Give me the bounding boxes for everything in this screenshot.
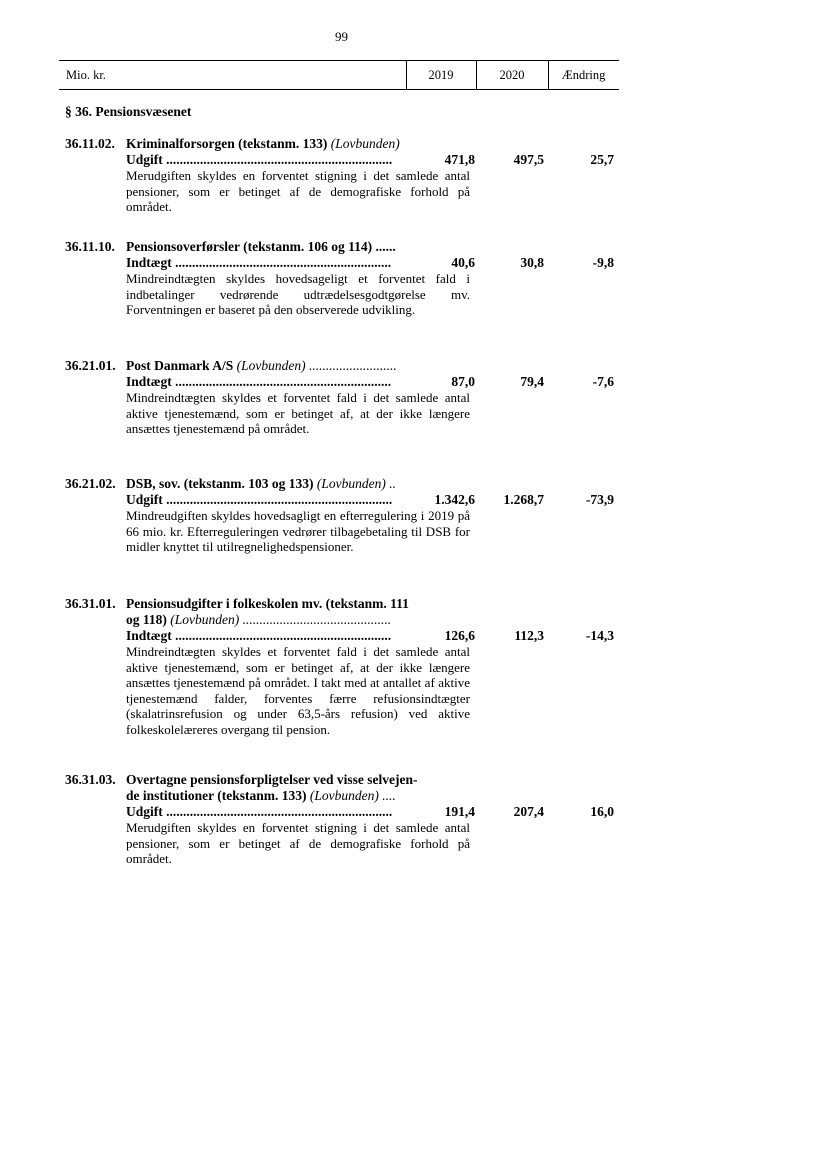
- entry-kind: Indtægt ................................................................: [126, 374, 392, 389]
- entry-title: [126, 358, 470, 374]
- entry-description: Mindreudgiften skyldes hovedsagligt en efterregulering i 2019 på 66 mio. kr. Efterreguleringen vedrører tilbagebetaling til DSB for midler knyttet til utilregnelighedspensioner.: [126, 508, 470, 555]
- entry-title-continued: [126, 788, 470, 804]
- unit-label: Mio. kr.: [66, 68, 106, 82]
- entry-title-text: Kriminalforsorgen (tekstanm. 133): [126, 136, 331, 151]
- value-2020: 30,8: [520, 255, 544, 270]
- account-code: 36.11.10.: [65, 239, 115, 254]
- entry-title-text: DSB, sov. (tekstanm. 103 og 133): [126, 476, 317, 491]
- account-code: 36.31.03.: [65, 772, 116, 787]
- entry-description: Merudgiften skyldes en forventet stigning i det samlede antal pensioner, som er betinget af de demografiske forhold på området.: [126, 168, 470, 215]
- value-2019: 471,8: [444, 152, 475, 167]
- value-change: -14,3: [585, 628, 614, 643]
- entry-kind: Udgift ...................................................................: [126, 804, 393, 819]
- value-2020: 79,4: [520, 374, 544, 389]
- entry-kind: Udgift ...................................................................: [126, 492, 393, 507]
- entry-title-note: (Lovbunden) ............................................: [170, 612, 392, 627]
- entry-description: Mindreindtægten skyldes et forventet fald i det samlede antal aktive tjenestemænd, som er betinget af, at der ikke længere ansættes tjenestemænd på området. I takt med at antallet af aktive tjenestemænd falder, forventes færre refusionsindtægter (skalatrinsrefusion og under 63,5-års refusion) ved aktive folkeskolelæreres overgang til pension.: [126, 644, 470, 737]
- entry-title: [126, 239, 470, 255]
- account-code: 36.11.02.: [65, 136, 115, 151]
- entry-title-note: (Lovbunden) ....: [309, 788, 396, 803]
- entry-title-note: (Lovbunden) ..........................: [236, 358, 397, 373]
- section-title: § 36. Pensionsvæsenet: [65, 104, 192, 119]
- entry-kind: Udgift ...................................................................: [126, 152, 393, 167]
- column-header-2020: 2020: [499, 68, 525, 82]
- entry-title-text: Pensionsudgifter i folkeskolen mv. (tekstanm. 111: [126, 596, 409, 611]
- entry-title: [126, 136, 470, 152]
- entry-title: [126, 772, 486, 788]
- value-2020: 112,3: [514, 628, 544, 643]
- entry-title-text: Overtagne pensionsforpligtelser ved visse selvejen-: [126, 772, 418, 787]
- entry-title-text: de institutioner (tekstanm. 133): [126, 788, 310, 803]
- entry-title-text: og 118): [126, 612, 171, 627]
- entry-description: Mindreindtægten skyldes et forventet fald i det samlede antal aktive tjenestemænd, som er betinget af, at der ikke længere ansættes tjenestemænd på området.: [126, 390, 470, 437]
- account-code: 36.31.01.: [65, 596, 116, 611]
- value-2019: 87,0: [451, 374, 475, 389]
- value-change: -73,9: [585, 492, 614, 507]
- value-2019: 126,6: [444, 628, 475, 643]
- value-2019: 1.342,6: [434, 492, 475, 507]
- value-2020: 497,5: [513, 152, 544, 167]
- entry-title-text: Post Danmark A/S: [126, 358, 237, 373]
- page-number: 99: [335, 29, 348, 44]
- column-header-change: Ændring: [561, 68, 606, 82]
- entry-title: [126, 596, 470, 612]
- column-header-2019: 2019: [428, 68, 454, 82]
- entry-description: Merudgiften skyldes en forventet stigning i det samlede antal pensioner, som er betinget af de demografiske forhold på området.: [126, 820, 470, 867]
- value-change: -7,6: [592, 374, 614, 389]
- value-2019: 40,6: [451, 255, 475, 270]
- value-change: -9,8: [592, 255, 614, 270]
- entry-title-note: (Lovbunden): [330, 136, 400, 151]
- entry-kind: Indtægt ................................................................: [126, 255, 392, 270]
- account-code: 36.21.01.: [65, 358, 116, 373]
- entry-title-text: Pensionsoverførsler (tekstanm. 106 og 114) ......: [126, 239, 396, 254]
- value-change: 25,7: [590, 152, 614, 167]
- value-change: 16,0: [590, 804, 614, 819]
- entry-kind: Indtægt ................................................................: [126, 628, 392, 643]
- value-2019: 191,4: [444, 804, 475, 819]
- entry-title-continued: [126, 612, 470, 628]
- account-code: 36.21.02.: [65, 476, 116, 491]
- entry-title-note: (Lovbunden) ..: [316, 476, 396, 491]
- entry-title: [126, 476, 470, 492]
- value-2020: 207,4: [513, 804, 544, 819]
- column-header-row: [59, 60, 619, 90]
- value-2020: 1.268,7: [503, 492, 544, 507]
- entry-description: Mindreindtægten skyldes hovedsageligt et forventet fald i indbetalinger vedrørende udtrædelsesgodtgørelse mv. Forventningen er baseret på den observerede udvikling.: [126, 271, 470, 318]
